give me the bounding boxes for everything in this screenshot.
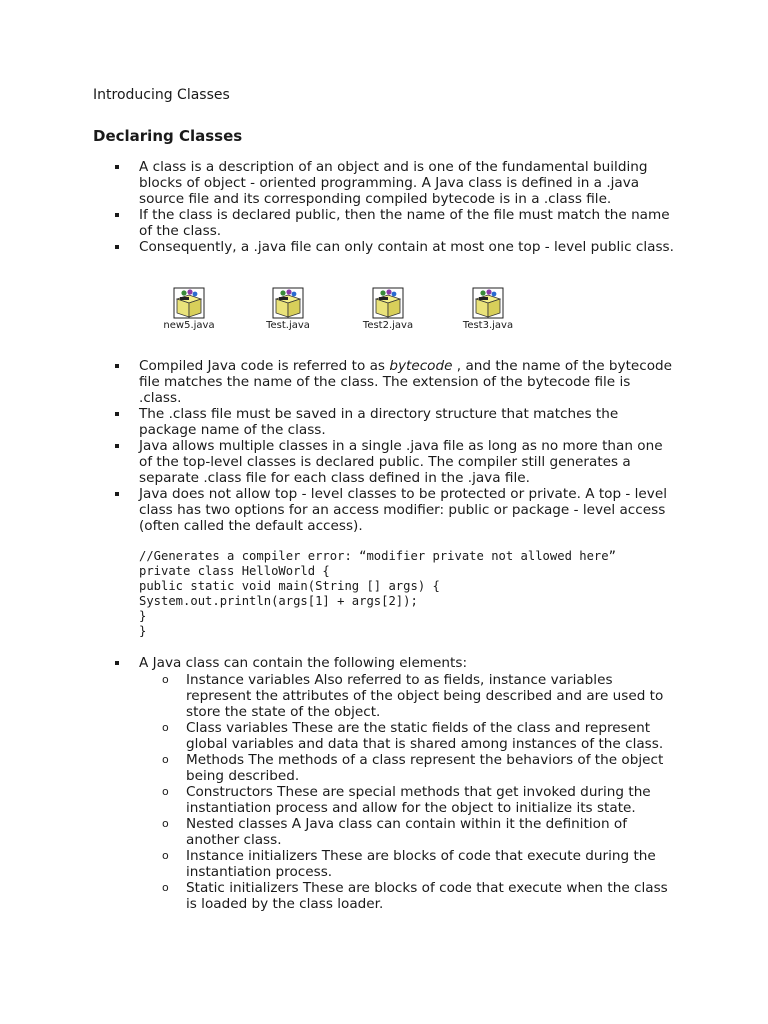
file-icons-row: [0, 287, 768, 335]
sublist-item: [139, 720, 678, 752]
sublist-item: [139, 816, 678, 848]
sublist-item: [139, 784, 678, 816]
sublist-text: Constructors These are special methods that get invoked during the instantiation process and allow for the object to initialize its state.: [186, 784, 651, 816]
document-title: Introducing Classes: [93, 87, 230, 103]
bullet-text: A class is a description of an object and is one of the fundamental building blocks of object - oriented programming. A Java class is defined in a .java source file and its corresponding compiled bytecode is in a .class file.: [139, 159, 648, 207]
sublist-item: [139, 848, 678, 880]
bullet-text: Java allows multiple classes in a single .java file as long as no more than one of the top-level classes is declared public. The compiler still generates a separate .class file for each class defined in the .java file.: [139, 438, 663, 486]
file-item[interactable]: [154, 287, 224, 332]
java-file-icon: [272, 287, 304, 319]
sublist-item: [139, 752, 678, 784]
java-file-icon: [173, 287, 205, 319]
sublist-item: [139, 880, 678, 912]
sublist-text: Methods The methods of a class represent the behaviors of the object being described.: [186, 752, 664, 784]
class-elements-sublist: [139, 672, 676, 912]
sublist-text: Instance variables Also referred to as fields, instance variables represent the attributes of the object being described and are used to store the state of the object.: [186, 672, 664, 720]
bullet-item: [0, 159, 676, 207]
sublist-marker: o: [162, 881, 169, 894]
sublist-text: Class variables These are the static fields of the class and represent global variables and data that is shared among instances of the class.: [186, 720, 664, 752]
bullet-item: [0, 486, 676, 534]
section-heading: Declaring Classes: [93, 127, 243, 145]
bytecode-term: bytecode: [389, 358, 453, 374]
sublist-item: [139, 672, 678, 720]
bullet-item: [0, 239, 676, 255]
java-file-icon: [472, 287, 504, 319]
bullet-marker: [115, 444, 119, 448]
bullet-item: [0, 406, 676, 438]
code-sample: //Generates a compiler error: “modifier private not allowed here” private class HelloWorld { public static void main(String [] args) { System.out.println(args[1] + args[2]); } }: [139, 549, 616, 638]
bullet-text: Java does not allow top - level classes to be protected or private. A top - level class has two options for an access modifier: public or package - level access (often called the default access).: [139, 486, 667, 534]
bullet-text-prefix: Compiled Java code is referred to as: [139, 358, 390, 374]
bullet-text: Consequently, a .java file can only contain at most one top - level public class.: [139, 239, 674, 255]
intro-bullet-list: [0, 159, 768, 255]
file-name-label: Test3.java: [462, 320, 514, 331]
file-name-label: new5.java: [163, 320, 215, 331]
sublist-marker: o: [162, 673, 169, 686]
file-item[interactable]: [353, 287, 423, 332]
bullet-marker: [115, 661, 119, 665]
bullet-marker: [115, 492, 119, 496]
elements-bullet-list: [0, 655, 768, 912]
bullet-marker: [115, 165, 119, 169]
bullet-marker: [115, 245, 119, 249]
sublist-text: Nested classes A Java class can contain within it the definition of another class.: [186, 816, 628, 848]
bytecode-bullet-list: [0, 358, 768, 534]
bullet-text: If the class is declared public, then the name of the file must match the name of the class.: [139, 207, 670, 239]
bullet-item: [0, 655, 676, 912]
sublist-marker: o: [162, 721, 169, 734]
file-name-label: Test2.java: [362, 320, 414, 331]
bullet-text: A Java class can contain the following elements:: [139, 655, 468, 671]
bullet-marker: [115, 213, 119, 217]
bullet-item: [0, 207, 676, 239]
file-item[interactable]: [253, 287, 323, 332]
sublist-marker: o: [162, 817, 169, 830]
bullet-text-suffix: , and the name of the bytecode file matches the name of the class. The extension of the bytecode file is .class.: [139, 358, 673, 406]
sublist-marker: o: [162, 753, 169, 766]
bullet-item: [0, 438, 676, 486]
sublist-marker: o: [162, 849, 169, 862]
file-name-label: Test.java: [266, 320, 310, 331]
sublist-marker: o: [162, 785, 169, 798]
sublist-text: Instance initializers These are blocks of code that execute during the instantiation process.: [186, 848, 656, 880]
sublist-text: Static initializers These are blocks of code that execute when the class is loaded by the class loader.: [186, 880, 668, 912]
bullet-text: The .class file must be saved in a directory structure that matches the package name of the class.: [139, 406, 619, 438]
bullet-marker: [115, 412, 119, 416]
bullet-marker: [115, 364, 119, 368]
bullet-item: [0, 358, 676, 406]
java-file-icon: [372, 287, 404, 319]
file-item[interactable]: [453, 287, 523, 332]
